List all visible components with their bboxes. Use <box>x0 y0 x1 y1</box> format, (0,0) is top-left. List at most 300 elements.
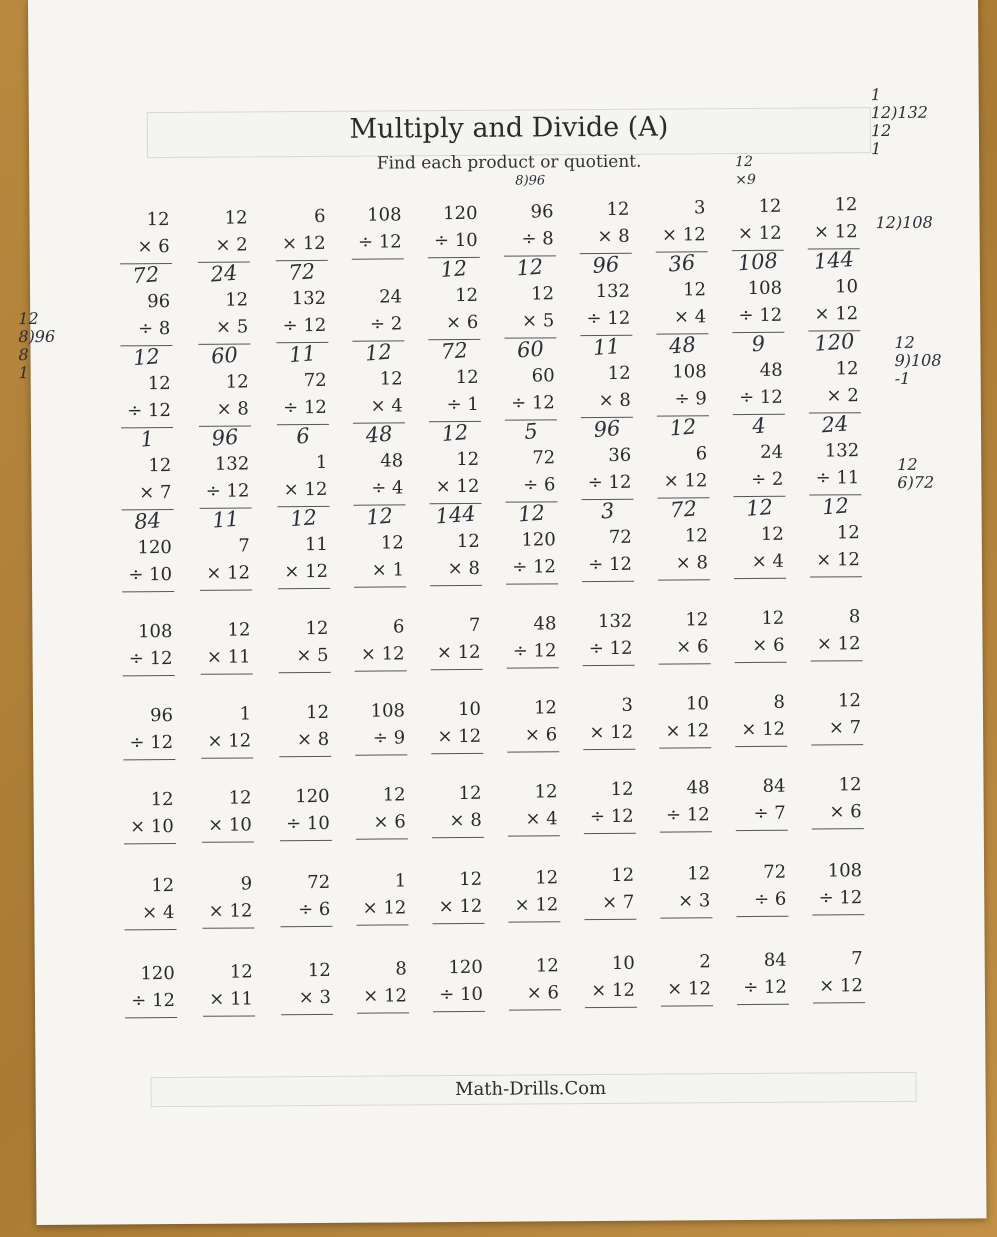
problem-top-number: 48 <box>686 777 710 799</box>
problem-operator-number: × 5 <box>521 309 555 332</box>
problem-top-number: 2 <box>699 951 711 973</box>
problem-operator-number: × 2 <box>826 385 859 407</box>
problem <box>582 611 634 669</box>
problem-operator-number: × 12 <box>665 720 710 742</box>
problem-top-number: 12 <box>837 690 861 712</box>
problem-top-number: 12 <box>455 284 479 306</box>
problem-operator-number: × 12 <box>819 975 863 997</box>
problem-top-number: 132 <box>597 611 633 633</box>
handwritten-answer: 72 <box>669 496 698 523</box>
problem-top-number: 96 <box>150 705 174 727</box>
problem-operator-number: ÷ 9 <box>372 727 406 749</box>
problem-operator-number: × 4 <box>673 306 707 328</box>
problem <box>202 873 254 931</box>
handwritten-answer: 108 <box>736 248 779 276</box>
problem-operator-number: × 12 <box>814 303 859 325</box>
problem-top-number: 12 <box>305 617 329 639</box>
problem-operator-number: × 8 <box>598 390 631 412</box>
problem-top-number: 36 <box>608 445 632 467</box>
handwritten-answer: 12 <box>668 414 698 441</box>
answer-line <box>582 581 634 582</box>
problem-top-number: 7 <box>238 535 250 557</box>
problem <box>736 862 788 920</box>
handwritten-answer: 12 <box>439 255 469 282</box>
problem-top-number: 132 <box>291 287 327 309</box>
problem-top-number: 132 <box>214 453 250 475</box>
problem <box>583 695 635 753</box>
problem-operator-number: × 4 <box>142 902 175 924</box>
answer-line <box>203 1015 255 1016</box>
problem <box>735 776 787 834</box>
margin-note-right-2: 12 9)108 -1 <box>894 332 942 388</box>
problem-operator-number: × 12 <box>667 978 711 1000</box>
problem-operator-number: × 5 <box>296 644 329 666</box>
problem-top-number: 48 <box>759 359 783 382</box>
problem-top-number: 60 <box>531 364 555 386</box>
handwritten-answer: 48 <box>668 332 697 359</box>
answer-line <box>124 843 176 844</box>
problem <box>202 787 254 845</box>
problem <box>580 281 632 339</box>
problem <box>353 368 405 426</box>
answer-line <box>356 838 408 839</box>
handwritten-answer: 96 <box>210 424 240 451</box>
problem <box>505 447 557 505</box>
answer-line <box>431 668 483 669</box>
handwritten-answer: 6 <box>295 423 311 449</box>
answer-line <box>431 752 483 753</box>
problem-top-number: 9 <box>240 873 253 895</box>
problem <box>504 283 556 341</box>
problem-top-number: 12 <box>227 619 251 641</box>
problem <box>659 778 711 836</box>
answer-line <box>432 922 484 923</box>
problem-top-number: 12 <box>229 961 253 983</box>
problem <box>124 875 176 933</box>
problem <box>732 278 784 336</box>
problem-operator-number: ÷ 12 <box>127 400 171 422</box>
problem <box>657 444 709 502</box>
answer-line <box>507 751 559 752</box>
answer-line <box>280 840 332 841</box>
handwritten-answer: 12 <box>132 344 161 371</box>
problem-top-number: 120 <box>521 528 556 551</box>
problem-operator-number: × 12 <box>438 895 483 917</box>
answer-line <box>583 749 635 750</box>
problem-operator-number: × 12 <box>816 549 861 571</box>
problem-top-number: 12 <box>455 366 479 388</box>
problem-operator-number: × 12 <box>281 232 326 255</box>
problem-top-number: 12 <box>535 954 559 976</box>
problem-operator-number: × 12 <box>813 221 858 243</box>
problem-top-number: 12 <box>836 522 860 544</box>
problem <box>735 692 787 750</box>
problem <box>809 358 861 416</box>
problem <box>277 452 329 510</box>
problem-operator-number: × 6 <box>137 236 170 258</box>
problem-top-number: 12 <box>225 371 249 393</box>
problem-operator-number: ÷ 7 <box>753 802 786 825</box>
problem-operator-number: ÷ 2 <box>751 468 784 491</box>
problem <box>278 618 330 676</box>
problem-operator-number: ÷ 12 <box>665 804 710 826</box>
handwritten-answer: 24 <box>209 260 239 287</box>
problem-operator-number: × 5 <box>215 316 249 338</box>
problem <box>808 276 860 334</box>
handwritten-answer: 12 <box>517 500 546 526</box>
problem-operator-number: × 12 <box>360 643 405 665</box>
handwritten-answer: 1 <box>139 426 155 452</box>
problem-top-number: 12 <box>606 199 630 221</box>
answer-line <box>200 589 252 590</box>
handwritten-answer: 12 <box>364 339 393 366</box>
handwritten-answer: 11 <box>592 334 621 361</box>
answer-line <box>812 914 864 915</box>
problem <box>355 700 407 758</box>
problem-top-number: 108 <box>367 204 402 226</box>
problem-top-number: 120 <box>137 537 172 559</box>
problem-top-number: 108 <box>672 361 707 383</box>
problem-operator-number: × 1 <box>371 559 405 581</box>
answer-line <box>123 675 175 676</box>
problem-operator-number: × 8 <box>296 728 330 750</box>
answer-line <box>583 665 635 666</box>
answer-line <box>736 830 788 831</box>
problem <box>203 961 255 1019</box>
problem <box>121 455 173 513</box>
problem <box>428 284 480 342</box>
margin-note-top-col9: 12 ×9 <box>735 153 756 189</box>
problem-operator-number: × 12 <box>435 475 480 497</box>
answer-line <box>660 918 712 919</box>
problem-top-number: 12 <box>379 368 403 390</box>
problem-operator-number: × 6 <box>676 636 709 658</box>
problem-operator-number: × 7 <box>139 482 172 504</box>
problem-operator-number: ÷ 12 <box>128 648 173 670</box>
problem-top-number: 84 <box>763 949 787 972</box>
problem <box>658 526 710 584</box>
problem-top-number: 12 <box>533 696 558 718</box>
problem-top-number: 108 <box>370 700 406 722</box>
problem-top-number: 10 <box>685 693 710 715</box>
handwritten-answer: 72 <box>287 258 317 285</box>
problem-operator-number: × 12 <box>207 730 252 752</box>
answer-line <box>355 670 407 671</box>
problem-operator-number: ÷ 6 <box>298 898 331 920</box>
problem-operator-number: × 4 <box>525 807 558 830</box>
handwritten-answer: 11 <box>288 340 317 367</box>
answer-line <box>813 1002 865 1003</box>
answer-line <box>508 921 560 922</box>
problem-top-number: 12 <box>611 865 635 887</box>
problem-top-number: 12 <box>535 866 559 888</box>
problem <box>427 202 479 260</box>
problem-top-number: 48 <box>380 450 404 472</box>
answer-line <box>658 580 710 581</box>
problem-operator-number: × 11 <box>209 988 254 1010</box>
problem <box>198 289 250 347</box>
answer-line <box>584 833 636 834</box>
worksheet-subtitle: Find each product or quotient. <box>376 151 642 174</box>
problem-operator-number: ÷ 10 <box>128 564 173 586</box>
problem <box>503 201 555 259</box>
answer-line <box>661 1006 713 1007</box>
problem <box>507 781 559 839</box>
problem-top-number: 12 <box>150 789 174 811</box>
problem-operator-number: ÷ 12 <box>739 386 783 409</box>
problem-operator-number: ÷ 12 <box>131 989 176 1012</box>
problem <box>354 532 406 590</box>
answer-line <box>430 584 482 585</box>
problem-operator-number: × 12 <box>661 224 706 246</box>
problem <box>733 360 785 418</box>
problem-operator-number: × 2 <box>215 234 248 256</box>
problem-operator-number: × 12 <box>363 985 408 1007</box>
problem-top-number: 6 <box>392 616 405 638</box>
problem <box>121 373 173 431</box>
problem-top-number: 108 <box>137 621 173 643</box>
problem-top-number: 12 <box>760 523 784 546</box>
problem-operator-number: ÷ 12 <box>589 806 634 828</box>
problem-operator-number: ÷ 12 <box>587 472 632 494</box>
handwritten-answer: 12 <box>821 493 850 520</box>
problem <box>430 530 482 588</box>
problem-top-number: 12 <box>607 363 631 385</box>
handwritten-answer: 4 <box>751 413 767 439</box>
problem <box>506 613 558 671</box>
problem-operator-number: × 12 <box>663 470 708 492</box>
answer-line <box>280 926 332 927</box>
problem-operator-number: × 8 <box>597 226 630 248</box>
answer-line <box>281 1014 333 1015</box>
problem-top-number: 12 <box>456 530 480 552</box>
problem-top-number: 120 <box>140 962 175 985</box>
problem-top-number: 24 <box>760 441 784 464</box>
problem-operator-number: × 12 <box>284 560 329 583</box>
problem-operator-number: × 8 <box>675 552 709 574</box>
problem <box>430 614 482 672</box>
problem-top-number: 3 <box>621 695 634 717</box>
problem-operator-number: × 12 <box>208 900 253 922</box>
problem <box>810 522 862 580</box>
problem-operator-number: ÷ 12 <box>129 732 174 754</box>
problem <box>200 535 252 593</box>
footer-site: Math-Drills.Com <box>455 1077 607 1101</box>
answer-line <box>125 1017 177 1018</box>
answer-line <box>811 744 863 745</box>
problem <box>197 207 249 265</box>
margin-note-right-3: 12 6)72 <box>897 454 935 492</box>
handwritten-answer: 5 <box>523 418 539 444</box>
problem-top-number: 12 <box>761 607 785 630</box>
problem-top-number: 8 <box>395 958 407 980</box>
answer-line <box>810 576 862 577</box>
answer-line <box>659 748 711 749</box>
problem <box>429 366 481 424</box>
handwritten-answer: 96 <box>592 416 622 443</box>
problem-top-number: 12 <box>534 780 558 802</box>
worksheet-title: Multiply and Divide (A) <box>349 111 669 145</box>
problem <box>277 370 329 428</box>
handwritten-answer: 9 <box>750 331 767 357</box>
handwritten-answer: 48 <box>364 421 394 448</box>
problem <box>122 537 174 595</box>
problem <box>432 868 484 926</box>
problem-operator-number: ÷ 12 <box>743 976 787 999</box>
problem-top-number: 8 <box>848 606 861 628</box>
handwritten-answer: 12 <box>365 503 394 530</box>
problem <box>809 440 861 498</box>
problem-operator-number: ÷ 12 <box>588 554 633 576</box>
problem-top-number: 8 <box>773 691 785 714</box>
handwritten-answer: 60 <box>210 342 239 369</box>
problem-top-number: 132 <box>595 281 631 303</box>
problem-top-number: 10 <box>611 953 635 975</box>
handwritten-answer: 144 <box>434 501 477 529</box>
problem-top-number: 12 <box>458 782 482 804</box>
problem <box>355 784 407 842</box>
problem <box>579 199 631 257</box>
problem <box>279 786 331 844</box>
problem-top-number: 12 <box>151 875 175 897</box>
problem <box>124 789 176 847</box>
problem <box>429 448 481 506</box>
problem-operator-number: × 7 <box>601 892 635 914</box>
handwritten-answer: 96 <box>591 252 621 279</box>
problem-operator-number: ÷ 12 <box>511 391 555 414</box>
problem-top-number: 12 <box>684 525 708 547</box>
problem <box>811 774 863 832</box>
problem-operator-number: × 4 <box>370 395 403 417</box>
problem <box>811 690 863 748</box>
handwritten-answer: 12 <box>515 254 545 280</box>
problem-operator-number: × 12 <box>737 222 782 245</box>
problem-operator-number: × 11 <box>206 646 251 668</box>
problem <box>581 363 633 421</box>
answer-line <box>357 1012 409 1013</box>
problem-operator-number: ÷ 12 <box>282 314 327 337</box>
answer-line <box>202 841 254 842</box>
problem-operator-number: ÷ 2 <box>369 313 403 335</box>
problem-top-number: 24 <box>379 286 403 308</box>
handwritten-answer: 60 <box>516 336 545 362</box>
problem-top-number: 72 <box>532 446 556 468</box>
problem-operator-number: × 6 <box>752 634 785 657</box>
handwritten-answer: 12 <box>289 504 318 531</box>
problem-top-number: 12 <box>459 868 483 890</box>
problem-top-number: 12 <box>224 207 248 229</box>
problem <box>354 616 406 674</box>
answer-line <box>352 258 404 259</box>
problem-top-number: 12 <box>683 279 707 301</box>
problem-top-number: 12 <box>382 784 406 806</box>
answer-line <box>278 588 330 589</box>
problem-top-number: 132 <box>824 440 860 462</box>
problem <box>507 697 559 755</box>
problem-operator-number: ÷ 8 <box>137 318 171 340</box>
handwritten-answer: 11 <box>211 506 240 533</box>
problem <box>279 702 331 760</box>
problem-operator-number: ÷ 12 <box>512 555 557 578</box>
problem-top-number: 1 <box>315 451 328 473</box>
problem-top-number: 48 <box>533 612 557 634</box>
problem-top-number: 72 <box>608 527 632 549</box>
problem-operator-number: ÷ 6 <box>753 888 787 911</box>
problem <box>278 534 330 592</box>
problem <box>431 698 483 756</box>
problem-top-number: 1 <box>239 703 252 725</box>
problem-top-number: 11 <box>304 533 328 555</box>
answer-line <box>432 836 484 837</box>
handwritten-answer: 72 <box>440 337 469 364</box>
problem-top-number: 120 <box>295 785 330 807</box>
problem-top-number: 12 <box>610 779 634 801</box>
problem <box>199 453 251 511</box>
answer-line <box>123 759 175 760</box>
problem-operator-number: ÷ 11 <box>815 467 860 489</box>
problem-operator-number: × 4 <box>751 550 785 573</box>
problem-operator-number: ÷ 9 <box>674 388 707 410</box>
problem-operator-number: ÷ 12 <box>738 304 783 327</box>
problem-top-number: 120 <box>448 956 483 978</box>
problem <box>812 860 864 918</box>
problem-operator-number: ÷ 10 <box>433 229 478 251</box>
problem-operator-number: ÷ 12 <box>512 639 557 662</box>
answer-line <box>660 832 712 833</box>
problem <box>581 445 633 503</box>
margin-note-top-center: 8)96 <box>515 173 546 189</box>
problem <box>813 948 865 1006</box>
problem-top-number: 10 <box>835 276 859 298</box>
problem <box>200 619 252 677</box>
margin-note-left: 12 8)96 8 1 <box>18 308 56 383</box>
problem-top-number: 108 <box>827 860 863 882</box>
problem-top-number: 12 <box>146 209 170 231</box>
problem <box>281 960 333 1018</box>
answer-line <box>659 664 711 665</box>
handwritten-answer: 24 <box>820 411 850 438</box>
problem-operator-number: × 12 <box>437 725 482 747</box>
problem <box>352 286 404 344</box>
problem-top-number: 96 <box>530 200 554 222</box>
answer-line <box>354 586 406 587</box>
problem <box>356 870 408 928</box>
problem <box>584 865 636 923</box>
handwritten-answer: 84 <box>133 508 162 535</box>
answer-line <box>812 828 864 829</box>
problem <box>585 953 637 1011</box>
problem-operator-number: × 12 <box>514 893 559 916</box>
problem-operator-number: × 6 <box>445 311 479 333</box>
problem <box>353 450 405 508</box>
problem <box>661 952 713 1010</box>
answer-line <box>811 660 863 661</box>
problem-operator-number: × 6 <box>524 723 558 746</box>
problem <box>660 864 712 922</box>
problem-top-number: 72 <box>303 369 327 391</box>
problem-operator-number: ÷ 10 <box>439 983 484 1005</box>
problem-top-number: 12 <box>228 787 252 809</box>
problem-operator-number: ÷ 12 <box>588 638 633 660</box>
problem <box>659 694 711 752</box>
problem-operator-number: × 6 <box>829 801 862 823</box>
problem <box>506 529 558 587</box>
problem-top-number: 120 <box>443 202 478 224</box>
problem-top-number: 12 <box>835 358 859 380</box>
problem <box>431 782 483 840</box>
answer-line <box>736 916 788 917</box>
problem-top-number: 6 <box>695 443 708 465</box>
